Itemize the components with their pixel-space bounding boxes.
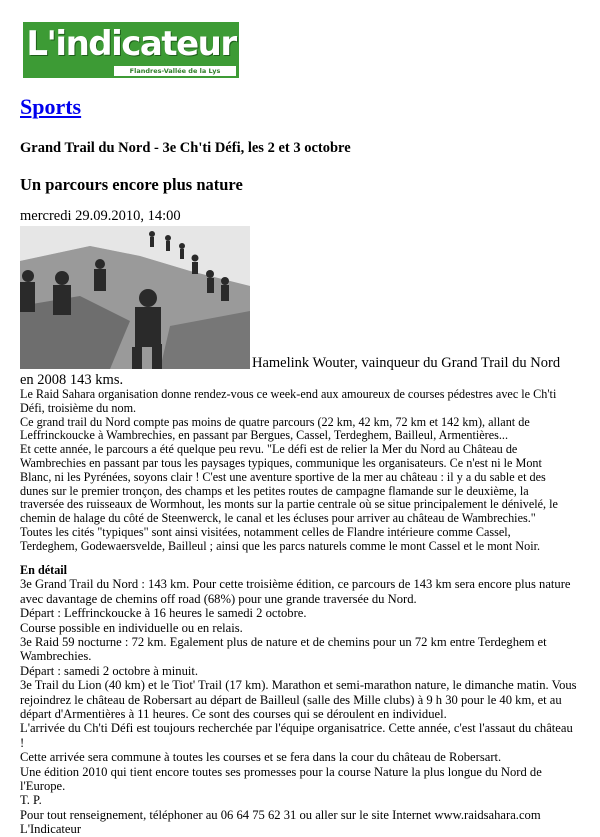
body-line: chemin de halage du côté de Steenwerck, le canal et les écluses pour arriver au château de Wambrechies." bbox=[20, 511, 536, 526]
detail-line: 3e Grand Trail du Nord : 143 km. Pour cette troisième édition, ce parcours de 143 km sera encore plus nature bbox=[20, 577, 571, 592]
article-headline: Un parcours encore plus nature bbox=[20, 175, 243, 194]
trail-runners-image bbox=[20, 226, 250, 369]
body-line: traversée des ruisseaux de Wormhout, les monts sur la partie centrale où se situe principalement le dénivelé, le bbox=[20, 497, 558, 512]
body-line: Toutes les cités "typiques" sont ainsi visitées, notamment celles de Flandre intérieure comme Cassel, bbox=[20, 524, 511, 539]
detail-line: Départ : samedi 2 octobre à minuit. bbox=[20, 663, 199, 678]
article-date: mercredi 29.09.2010, 14:00 bbox=[20, 208, 181, 224]
detail-line: Départ : Leffrinckoucke à 16 heures le samedi 2 octobre. bbox=[20, 606, 307, 621]
body-line: Leffrinckoucke à Wambrechies, en passant par Bergues, Cassel, Terdeghem, Bailleul, Armentières... bbox=[20, 428, 508, 443]
detail-line: Wambrechies. bbox=[20, 649, 92, 664]
body-line: dunes sur le premier tronçon, des champs et les petites routes de campagne flamande sur le deuxième, la bbox=[20, 483, 529, 498]
body-line: Ce grand trail du Nord compte pas moins de quatre parcours (22 km, 42 km, 72 km et 142 km), allant de bbox=[20, 414, 530, 429]
body-line: Le Raid Sahara organisation donne rendez-vous ce week-end aux amoureux de courses pédestres avec le Ch'ti bbox=[20, 387, 557, 401]
article-subtitle: Grand Trail du Nord - 3e Ch'ti Défi, les 2 et 3 octobre bbox=[20, 140, 351, 156]
detail-line: 3e Raid 59 nocturne : 72 km. Egalement plus de nature et de chemins pour un 72 km entre Terdeghem et bbox=[20, 634, 547, 649]
photo-caption-line1: Hamelink Wouter, vainqueur du Grand Trail du Nord bbox=[252, 355, 561, 371]
detail-line: départ d'Armentières à 11 heures. Ce sont des courses qui se déroulent en individuel. bbox=[20, 707, 447, 722]
detail-line: Pour tout renseignement, téléphoner au 06 64 75 62 31 ou aller sur le site Internet www.raidsahara.com bbox=[20, 807, 541, 822]
detail-line: avec davantage de chemins off road (68%) pour une grande traversée du Nord. bbox=[20, 591, 417, 606]
section-link-sports[interactable]: Sports bbox=[20, 94, 82, 119]
detail-line: Une édition 2010 qui tient encore toutes ses promesses pour la course Nature la plus longue du Nord de l'Europe. bbox=[20, 764, 542, 794]
body-line: Wambrechies en passant par tous les paysages typiques, communique les organisateurs. Ce n'est ni le Mont bbox=[20, 455, 542, 470]
photo-caption-line2: en 2008 143 kms. bbox=[20, 372, 124, 388]
body-line: Et cette année, le parcours a été quelque peu revu. "Le défi est de relier la Mer du Nord au Château de bbox=[20, 442, 518, 457]
detail-line: 3e Trail du Lion (40 km) et le Tiot' Trail (17 km). Marathon et semi-marathon nature, le dimanche matin. Vous bbox=[20, 678, 577, 693]
detail-heading: En détail bbox=[20, 562, 68, 577]
body-line: Terdeghem, Godewaersvelde, Bailleul ; ainsi que les parcs naturels comme le mont Cassel et le mont Noir. bbox=[20, 538, 541, 553]
logo-tagline: Flandres-Vallée de la Lys bbox=[114, 66, 236, 76]
detail-line: T. P. bbox=[20, 793, 42, 808]
article-body bbox=[20, 388, 580, 837]
detail-line: L'arrivée du Ch'ti Défi est toujours recherchée par l'équipe organisatrice. Cette année, c'est l'assaut du château ! bbox=[20, 721, 573, 750]
body-line: Défi, troisième du nom. bbox=[20, 400, 137, 415]
detail-line: Cette arrivée sera commune à toutes les courses et se fera dans la cour du château de Robersart. bbox=[20, 750, 502, 765]
intro-text bbox=[20, 388, 580, 554]
logo-wordmark: L'indicateur bbox=[26, 24, 236, 64]
detail-line: rejoindrez le château de Robersart au départ de Bailleul (salle des Mille clubs) à 9 h 30 pour le 40 km, et au bbox=[20, 692, 562, 707]
article-photo bbox=[20, 226, 250, 369]
body-line: Blanc, ni les Pyrénées, soyons clair ! C'est une aventure sportive de la mer au château : il y a du sable et des bbox=[20, 469, 546, 484]
detail-line: Course possible en individuelle ou en relais. bbox=[20, 620, 243, 635]
newspaper-logo bbox=[23, 22, 239, 78]
detail-line: L'Indicateur bbox=[20, 822, 82, 837]
detail-text bbox=[20, 577, 580, 836]
